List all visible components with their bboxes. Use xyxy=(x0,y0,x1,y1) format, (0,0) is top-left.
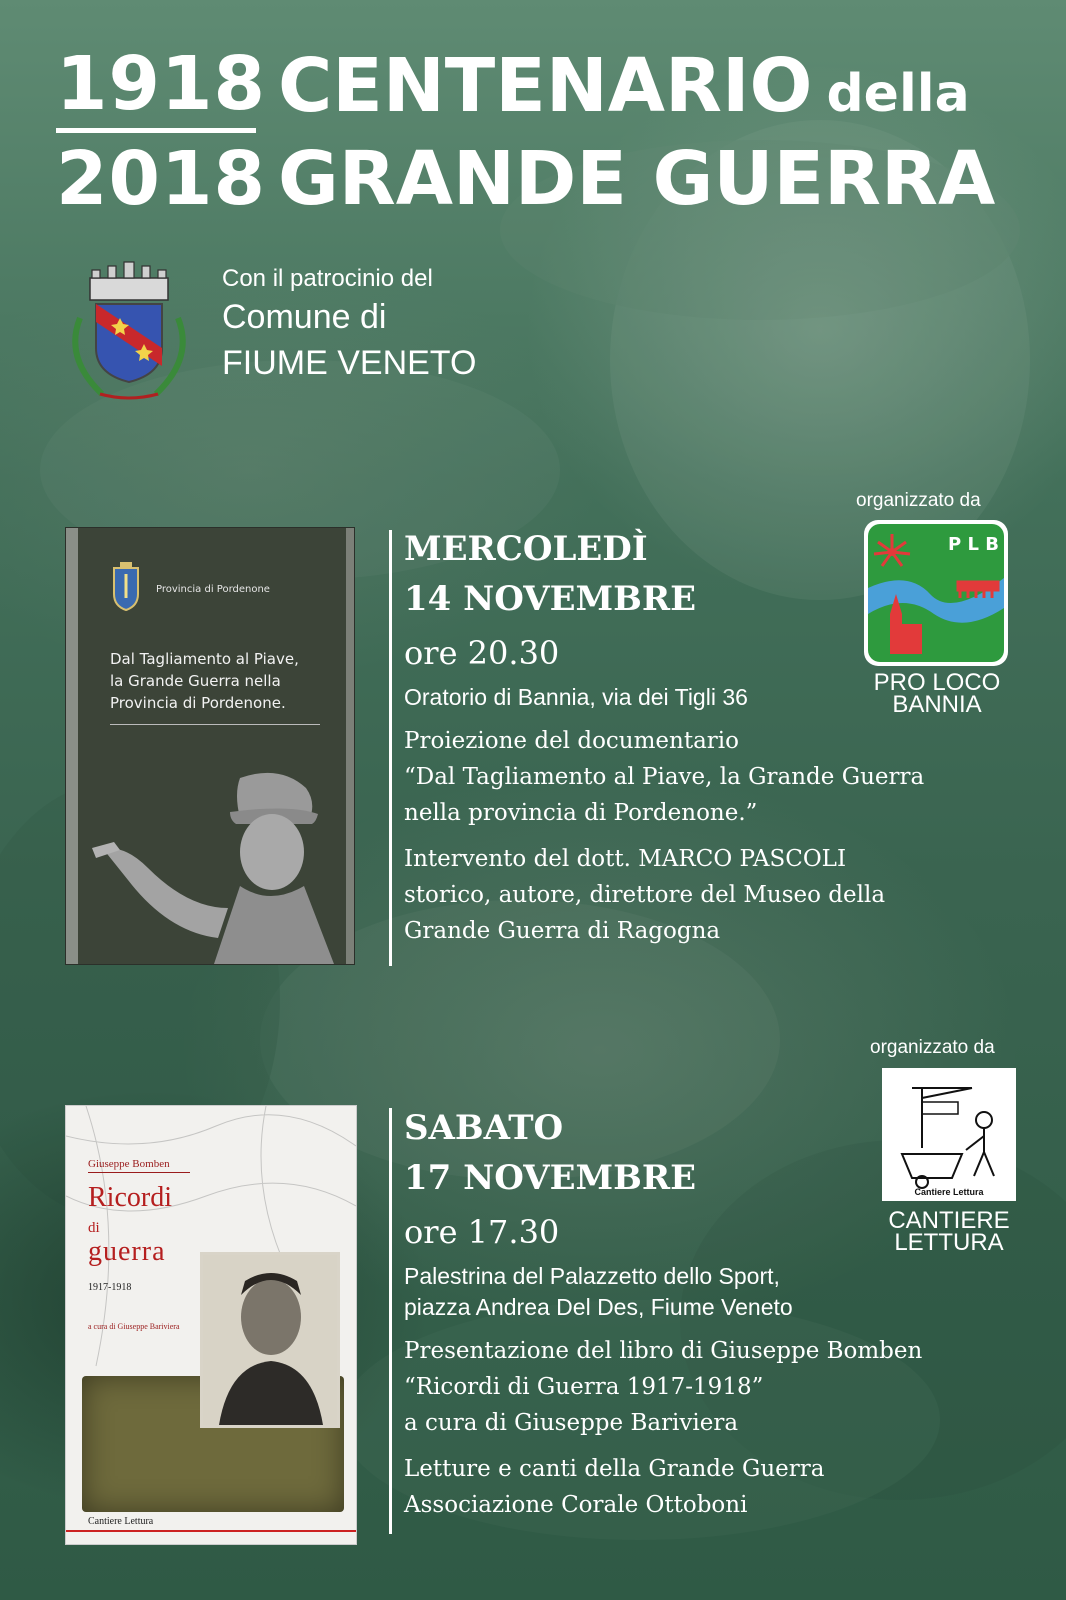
event2-place-line-2: piazza Andrea Del Des, Fiume Veneto xyxy=(404,1294,793,1320)
event1-speaker-line-3: Grande Guerra di Ragogna xyxy=(404,918,721,944)
event2-place-line-1: Palestrina del Palazzetto dello Sport, xyxy=(404,1263,780,1289)
province-emblem-icon xyxy=(106,558,146,612)
event1-place: Oratorio di Bannia, via dei Tigli 36 xyxy=(404,684,748,710)
book-title-line-2: la Grande Guerra nella xyxy=(110,672,281,690)
event2-description xyxy=(404,1333,1004,1441)
year-end: 2018 xyxy=(56,136,266,222)
title-line-1 xyxy=(278,44,995,136)
event2-divider-line xyxy=(389,1108,392,1534)
book2-author: Giuseppe Bomben xyxy=(88,1158,170,1170)
title-word-della: della xyxy=(826,64,970,124)
book-title xyxy=(110,648,320,725)
event1-description xyxy=(404,723,1004,831)
event1-speaker-line-2: storico, autore, direttore del Museo della xyxy=(404,882,886,908)
title-line-2: GRANDE GUERRA xyxy=(278,136,996,222)
main-title xyxy=(278,44,995,222)
book2-publisher: Cantiere Lettura xyxy=(88,1516,154,1527)
patronage-comune: Comune di xyxy=(222,298,387,336)
event1-date: 14 NOVEMBRE xyxy=(404,579,697,619)
pro-loco-logo-letters: P L B xyxy=(948,534,999,555)
cantiere-logo-caption: Cantiere Lettura xyxy=(914,1187,984,1197)
event1-desc-line-2: “Dal Tagliamento al Piave, la Grande Guerra xyxy=(404,764,925,790)
event1-day: MERCOLEDÌ xyxy=(404,529,648,569)
book2-red-rule xyxy=(66,1530,356,1532)
event1-organizer-label: organizzato da xyxy=(856,490,981,511)
event2-place xyxy=(404,1261,1004,1323)
book-spine xyxy=(66,528,78,964)
soldier-statue-image xyxy=(90,768,350,964)
cantiere-logo-drawing xyxy=(882,1068,1016,1201)
event1-time: ore 20.30 xyxy=(404,634,560,672)
patronage-intro: Con il patrocinio del xyxy=(222,265,433,292)
soldier-portrait-image xyxy=(200,1252,340,1428)
book-title-line-1: Dal Tagliamento al Piave, xyxy=(110,650,299,668)
event1-desc-line-3: nella provincia di Pordenone.” xyxy=(404,800,758,826)
event2-time: ore 17.30 xyxy=(404,1213,560,1251)
book2-author-rule xyxy=(88,1172,190,1173)
event1-divider-line xyxy=(389,530,392,966)
event2-performance xyxy=(404,1451,1004,1523)
event2-date: 17 NOVEMBRE xyxy=(404,1158,697,1198)
portrait-figure xyxy=(203,1255,337,1425)
event1-organizer-name-line-1: PRO LOCO xyxy=(873,669,1001,696)
event2-organizer-name-line-1: CANTIERE xyxy=(888,1207,1010,1234)
book-cover-ricordi-di-guerra xyxy=(66,1106,356,1544)
event1-speaker-line-1: Intervento del dott. MARCO PASCOLI xyxy=(404,846,847,872)
event1-organizer-name-line-2: BANNIA xyxy=(892,691,982,718)
event2-organizer-name xyxy=(878,1207,1020,1256)
pro-loco-bannia-logo-icon xyxy=(862,518,1010,668)
book-cover-documentary xyxy=(66,528,354,964)
book2-title-ricordi: Ricordi xyxy=(88,1182,172,1213)
event1-organizer-name xyxy=(862,669,1012,718)
book2-curator: a cura di Giuseppe Bariviera xyxy=(88,1322,180,1331)
event2-desc-line-3: a cura di Giuseppe Bariviera xyxy=(404,1410,739,1436)
event2-performance-line-2: Associazione Corale Ottoboni xyxy=(404,1492,748,1518)
event2-performance-line-1: Letture e canti della Grande Guerra xyxy=(404,1456,825,1482)
book2-title-di: di xyxy=(88,1220,100,1236)
book-province-label: Provincia di Pordenone xyxy=(156,584,270,595)
book-title-line-3: Provincia di Pordenone. xyxy=(110,694,286,712)
event1-speaker xyxy=(404,841,1004,949)
event2-organizer-label: organizzato da xyxy=(870,1037,995,1058)
municipal-crest-icon xyxy=(60,248,198,408)
patronage-block xyxy=(222,264,476,386)
book2-title-guerra: guerra xyxy=(88,1236,166,1267)
book2-years: 1917-1918 xyxy=(88,1282,132,1293)
event2-organizer-name-line-2: LETTURA xyxy=(894,1229,1004,1256)
title-word-centenario: CENTENARIO xyxy=(278,43,813,129)
cantiere-lettura-logo-icon xyxy=(882,1068,1016,1201)
years-block xyxy=(56,41,266,222)
year-divider xyxy=(56,128,256,133)
event2-day: SABATO xyxy=(404,1108,564,1148)
patronage-town: FIUME VENETO xyxy=(222,344,477,382)
event1-desc-line-1: Proiezione del documentario xyxy=(404,728,739,754)
year-start: 1918 xyxy=(56,41,266,127)
event2-desc-line-1: Presentazione del libro di Giuseppe Bomben xyxy=(404,1338,923,1364)
event2-desc-line-2: “Ricordi di Guerra 1917-1918” xyxy=(404,1374,764,1400)
